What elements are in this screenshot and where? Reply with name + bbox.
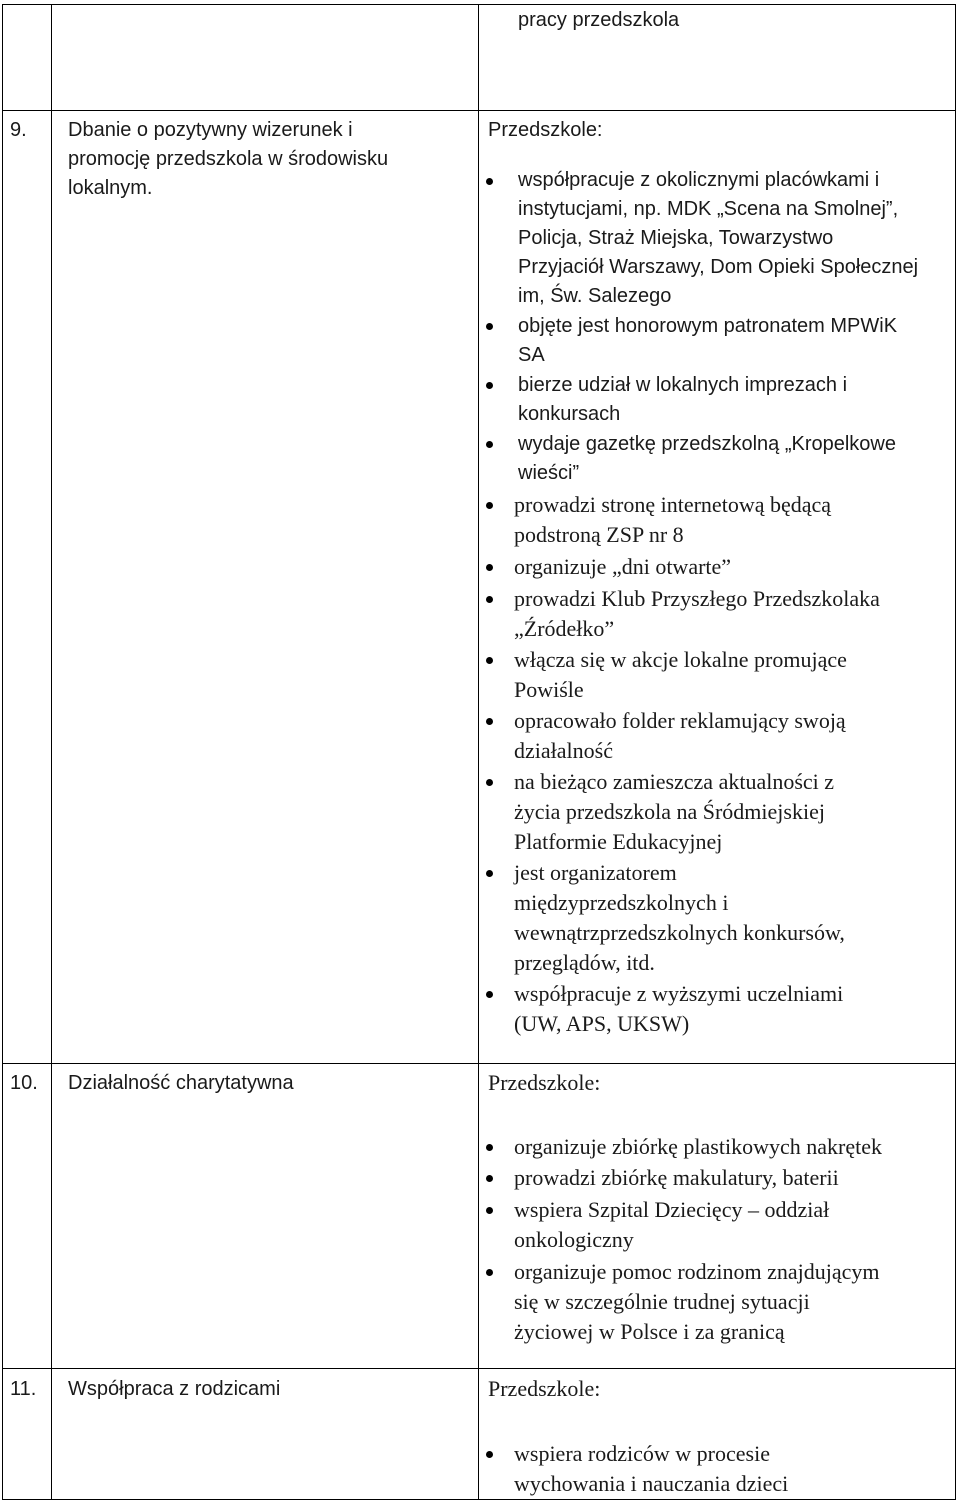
list-item-line: prowadzi stronę internetową będącą: [514, 492, 832, 517]
list-item-line: Przyjaciół Warszawy, Dom Opieki Społecznej: [518, 256, 919, 278]
list-item-line: prowadzi zbiórkę makulatury, baterii: [514, 1165, 839, 1190]
row-11-intro: Przedszkole:: [488, 1376, 601, 1401]
list-item-line: się w szczególnie trudnej sytuacji: [514, 1289, 810, 1314]
bullet-icon: [486, 991, 493, 998]
bullet-icon: [486, 441, 493, 448]
row-10-number: 10.: [10, 1072, 38, 1094]
list-item-line: działalność: [514, 738, 613, 763]
list-item-line: podstroną ZSP nr 8: [514, 522, 684, 547]
list-item-line: wychowania i nauczania dzieci: [514, 1471, 789, 1496]
list-item-line: bierze udział w lokalnych imprezach i: [518, 374, 848, 396]
row-11-area-line: Współpraca z rodzicami: [68, 1378, 281, 1400]
row-continuation-text: pracy przedszkola: [518, 9, 680, 31]
list-item-line: organizuje pomoc rodzinom znajdującym: [514, 1259, 880, 1284]
table-border-right: [955, 4, 956, 1500]
list-item-line: instytucjami, np. MDK „Scena na Smolnej”,: [518, 198, 899, 220]
list-item-line: życia przedszkola na Śródmiejskiej: [514, 799, 825, 824]
bullet-icon: [486, 779, 493, 786]
list-item-line: „Źródełko”: [514, 616, 615, 641]
list-item-line: wewnątrzprzedszkolnych konkursów,: [514, 920, 845, 945]
bullet-icon: [486, 1207, 493, 1214]
bullet-icon: [486, 502, 493, 509]
row-10-intro: Przedszkole:: [488, 1070, 601, 1095]
list-item-line: wieści”: [518, 462, 580, 484]
row-10-area-line: Działalność charytatywna: [68, 1072, 294, 1094]
bullet-icon: [486, 178, 493, 185]
list-item-line: Powiśle: [514, 677, 584, 702]
list-item-line: onkologiczny: [514, 1227, 634, 1252]
row-9-area-line: Dbanie o pozytywny wizerunek i: [68, 119, 353, 141]
row-9-number: 9.: [10, 119, 27, 141]
list-item-line: organizuje zbiórkę plastikowych nakrętek: [514, 1134, 882, 1159]
row-9-area-line: promocję przedszkola w środowisku: [68, 148, 389, 170]
bullet-icon: [486, 870, 493, 877]
list-item-line: na bieżąco zamieszcza aktualności z: [514, 769, 835, 794]
list-item-line: Platformie Edukacyjnej: [514, 829, 723, 854]
list-item-line: objęte jest honorowym patronatem MPWiK: [518, 315, 898, 337]
table-border-left: [2, 4, 3, 1500]
list-item-line: przeglądów, itd.: [514, 950, 655, 975]
row-divider-10: [2, 1063, 956, 1064]
row-9-intro: Przedszkole:: [488, 119, 603, 141]
row-9-area-line: lokalnym.: [68, 177, 153, 199]
bullet-icon: [486, 382, 493, 389]
bullet-icon: [486, 1144, 493, 1151]
list-item-line: Policja, Straż Miejska, Towarzystwo: [518, 227, 834, 249]
bullet-icon: [486, 657, 493, 664]
list-item-line: im, Św. Salezego: [518, 285, 672, 307]
bullet-icon: [486, 1175, 493, 1182]
bullet-icon: [486, 564, 493, 571]
row-divider-9: [2, 110, 956, 111]
bullet-icon: [486, 718, 493, 725]
table-border-col1: [51, 4, 52, 1500]
list-item-line: międzyprzedszkolnych i: [514, 890, 729, 915]
list-item-line: konkursach: [518, 403, 621, 425]
table-border-top: [2, 4, 956, 5]
list-item-line: prowadzi Klub Przyszłego Przedszkolaka: [514, 586, 880, 611]
table-border-col2: [478, 4, 479, 1500]
row-11-number: 11.: [10, 1378, 37, 1400]
bullet-icon: [486, 1269, 493, 1276]
list-item-line: wspiera Szpital Dziecięcy – oddział: [514, 1197, 830, 1222]
list-item-line: wydaje gazetkę przedszkolną „Kropelkowe: [518, 433, 896, 455]
list-item-line: (UW, APS, UKSW): [514, 1011, 690, 1036]
list-item-line: współpracuje z wyższymi uczelniami: [514, 981, 844, 1006]
list-item-line: jest organizatorem: [514, 860, 677, 885]
bullet-icon: [486, 323, 493, 330]
bullet-icon: [486, 1451, 493, 1458]
list-item-line: wspiera rodziców w procesie: [514, 1441, 770, 1466]
list-item-line: życiowej w Polsce i za granicą: [514, 1319, 785, 1344]
list-item-line: włącza się w akcje lokalne promujące: [514, 647, 847, 672]
list-item-line: organizuje „dni otwarte”: [514, 554, 732, 579]
list-item-line: SA: [518, 344, 545, 366]
list-item-line: współpracuje z okolicznymi placówkami i: [518, 169, 880, 191]
list-item-line: opracowało folder reklamujący swoją: [514, 708, 846, 733]
row-divider-11: [2, 1368, 956, 1369]
table-border-bottom: [2, 1499, 956, 1500]
bullet-icon: [486, 596, 493, 603]
